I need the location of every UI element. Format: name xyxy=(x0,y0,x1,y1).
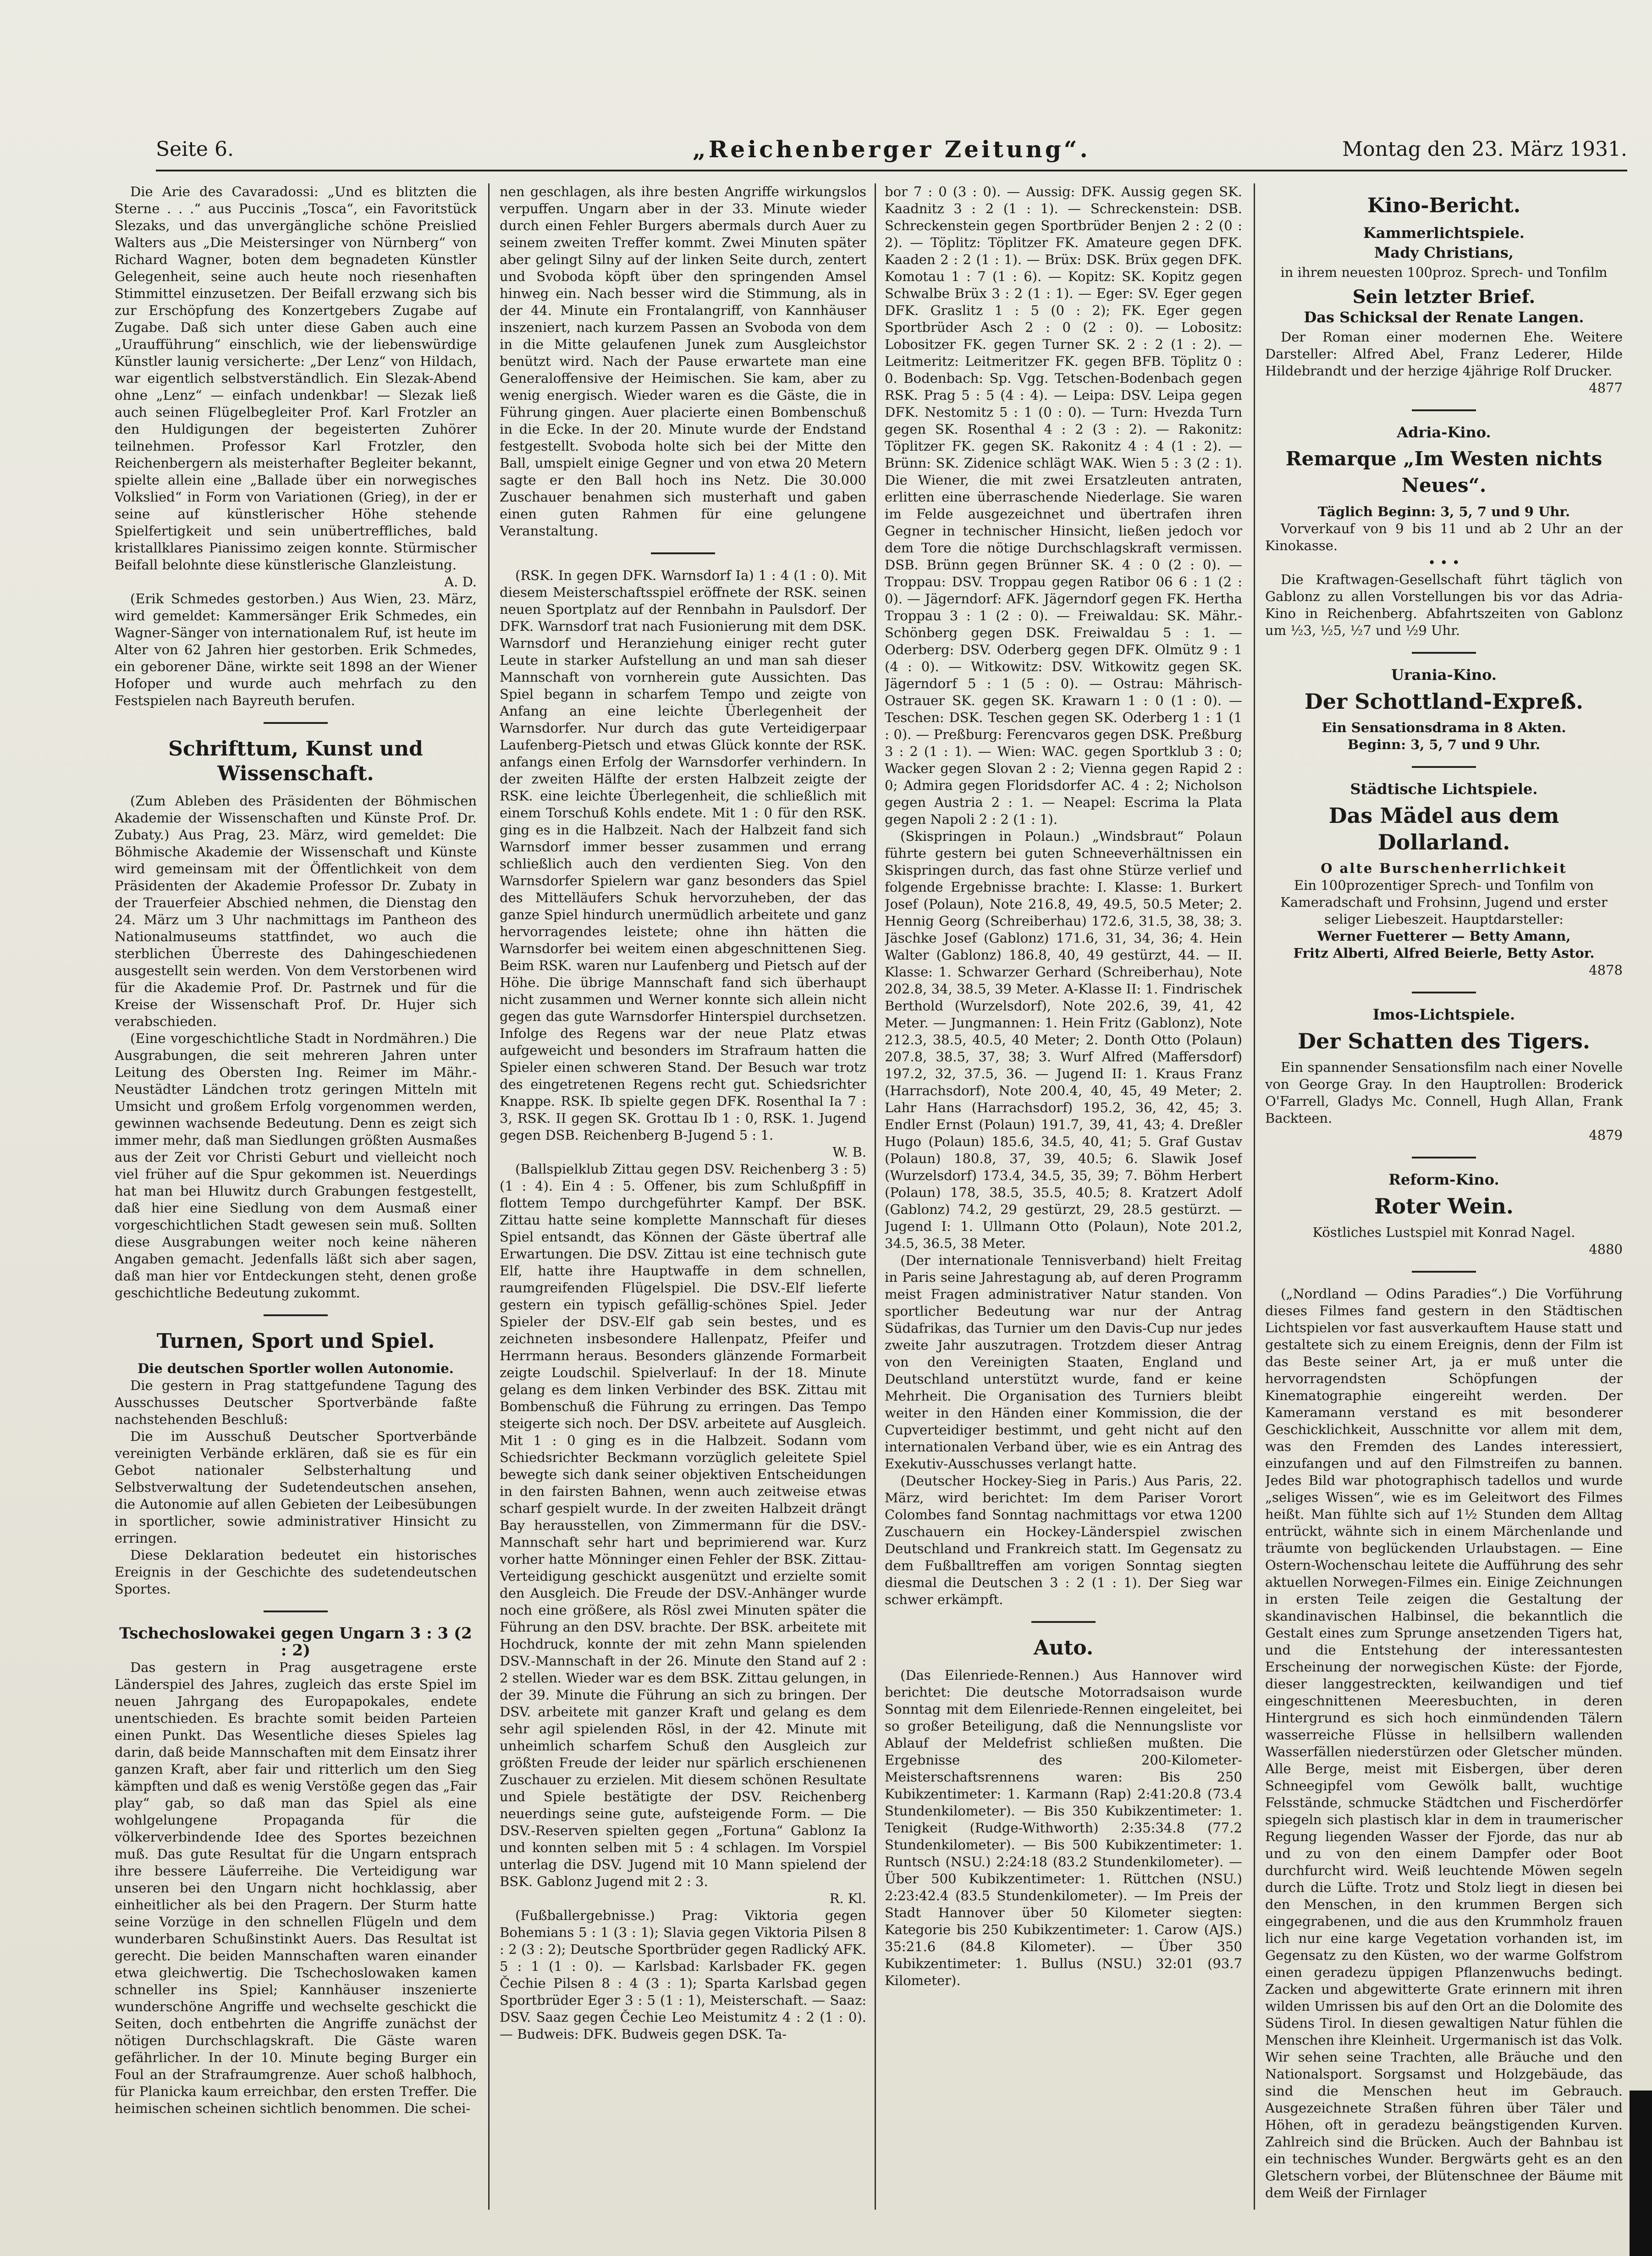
film-actors: Werner Fuetterer — Betty Amann, xyxy=(1317,928,1571,944)
cinema-name: Urania-Kino. xyxy=(1391,666,1497,684)
column-rule xyxy=(875,183,876,2210)
section-heading: Auto. xyxy=(1033,1636,1094,1660)
separator xyxy=(1412,409,1476,411)
article-paragraph: (Zum Ableben des Präsidenten der Böhmischen Akademie der Wissenschaften und Künste Prof. Dr. Zubaty.) Aus Prag, 23. März, wird gemeldet: Die Böhmische Akademie der Wissenschaft und Künste wird gemeinsam mit der Öffentlichkeit von dem Präsidenten der Akademie Professor Dr. Zubaty in der Trauerfeier Abschied nehmen, die Dienstag den 24. März um 3 Uhr nachmittags im Pantheon des Nationalmuseums stattfindet, wo auch die sterblichen Überreste des Dahingeschiedenen ausgestellt sein werden. Von dem Verstorbenen wird für die Akademie Prof. Dr. Pastrnek und für die Kreise der Wissenschaft Prof. Dr. Hujer sich verabschieden. xyxy=(115,793,477,1029)
cinema-star: Mady Christians, xyxy=(1374,244,1514,261)
article-headline: Die deutschen Sportler wollen Autonomie. xyxy=(138,1361,454,1376)
cinema-name: Imos-Lichtspiele. xyxy=(1372,1006,1515,1023)
article-paragraph: Die gestern in Prag stattgefundene Tagung des Ausschusses Deutscher Sportverbände faßte nachstehenden Beschluß: xyxy=(115,1378,477,1427)
ad-code: 4879 xyxy=(1589,1127,1623,1143)
ad-code: 4880 xyxy=(1589,1241,1623,1257)
article-signature: W. B. xyxy=(832,1144,866,1160)
film-actors: Fritz Alberti, Alfred Beierle, Betty Astor. xyxy=(1293,945,1595,961)
ad-code: 4877 xyxy=(1589,380,1623,396)
film-subtitle: Ein Sensationsdrama in 8 Akten. xyxy=(1322,720,1566,735)
film-title: Das Mädel aus dem Dollarland. xyxy=(1328,803,1559,855)
cinema-name: Städtische Lichtspiele. xyxy=(1350,780,1538,798)
separator xyxy=(264,1314,328,1316)
column-1 xyxy=(115,183,477,2201)
issue-date: Montag den 23. März 1931. xyxy=(1342,138,1627,161)
separator xyxy=(1412,652,1476,654)
ornament: • • • xyxy=(1428,555,1460,570)
section-heading: Kino-Bericht. xyxy=(1367,194,1521,217)
article-paragraph: („Nordland — Odins Paradies“.) Die Vorführung dieses Filmes fand gestern in den Städtischen Lichtspielen vor fast ausverkauftem Hause statt und gestaltete sich zu einem Ereignis, denn der Film ist das Beste seiner Art, ja er muß unter die hervorragendsten Schöpfungen der Kinematographie eingereiht werden. Der Kameramann verstand es mit besonderer Geschicklichkeit, Ausschnitte vor allem mit dem, was den Fremden des Landes interessiert, einzufangen und auf den Filmstreifen zu bannen. Jedes Bild war photographisch tadellos und wurde „seliges Wissen“, wie es im Geleitwort des Filmes heißt. Man fühlte sich auf 1½ Stunden dem Alltag entrückt, wähnte sich in einem Märchenlande und träumte von beglückenden Urlaubstagen. — Eine Ostern-Wochenschau leitete die Aufführung des sehr aktuellen Norwegen-Filmes ein. Einige Zeichnungen in ersten Teile zeigen die Gestaltung der skandinavischen Halbinsel, die bekanntlich die Gestalt eines zum Sprunge ansetzenden Tigers hat, und die Entstehung der interessantesten Erscheinung der norwegischen Küste: der Fjorde, dieser langgestreckten, keilwandigen und tief eingeschnittenen Meeresbuchten, in deren Hintergrund es sich hoch einmündenden Tälern wasserreiche Flüsse in hellsilbern wallenden Wasserfällen niederstürzen oder Gletscher münden. Alle Berge, meist mit Eisbergen, über deren Schneegipfel vom Gewölk ballt, wuchtige Felsstände, schmucke Städtchen und Fischerdörfer spiegeln sich plastisch klar in dem in traumerischer Regung liegenden Wasser der Fjorde, das nur ab und zu von den einem Dampfer oder Boot durchfurcht wird. Weiß leuchtende Möwen segeln durch die Lüfte. Trotz und Stolz liegt in diesen bei den Menschen, in den krummen Bergen sich eingegrabenen, und die aus den Krummholz frauen lich nur eine karge Vegetation vorhanden ist, im Gegensatz zu den Küsten, wo der warme Golfstrom einen geradezu üppigen Pflanzenwuchs bedingt. Zacken und abgewitterte Grate erinnern mit ihren wilden Umrissen bis auf den Ort an die Dolomite des Südens Tirol. In diesen gewaltigen Natur fühlen die Menschen ihre Kleinheit. Urgermanisch ist das Volk. Wir sehen seine Trachten, alle Bräuche und den Nationalsport. Sorgsamst und Holzgebäude, das sind die Menschen heut im Gebrauch. Ausgezeichnete Straßen führen über Täler und Höhen, oft in geradezu beängstigenden Kurven. Zahlreich sind die Brücken. Auch der Bahnbau ist ein technisches Wunder. Bergwärts geht es an den Gletschern vorbei, der Blütenschnee der Bäume mit dem Weiß der Firnlager xyxy=(1265,1286,1623,2201)
article-paragraph: nen geschlagen, als ihre besten Angriffe wirkungslos verpuffen. Ungarn aber in der 33. Minute wieder durch einen Fehler Burgers abermals durch Auer zu seinem zweiten Treffer kommt. Zwei Minuten später aber gelingt Silny auf der linken Seite durch, zentert und Svoboda köpft über den springenden Amsel hinweg ein. Nach besser wird die Stimmung, als in der 44. Minute ein Frontalangriff, von Kannhäuser inszeniert, nach kurzem Passen an Svoboda von dem in die Mitte gelaufenen Junek zum Ausgleichstor benützt wird. Nach der Pause erwartete man eine Generaloffensive der Heimischen. Sie kam, aber zu wenig energisch. Wieder waren es die Gäste, die in Führung gingen. Auer placierte einen Bombenschuß in die Ecke. In der 20. Minute wurde der Endstand festgestellt. Svoboda holte sich bei der Mitte den Ball, umspielt einige Gegner und von etwa 20 Metern sagte er den Ball hoch ins Netz. Die 30.000 Zuschauer benahmen sich musterhaft und gaben einen guten Rahmen für eine gelungene Veranstaltung. xyxy=(500,184,866,539)
column-3 xyxy=(885,183,1242,2201)
article-paragraph: (Skispringen in Polaun.) „Windsbraut“ Polaun führte gestern bei guten Schneeverhältnissen ein Skispringen durch, das fast ohne Stürze verlief und folgende Ergebnisse brachte: I. Klasse: 1. Burkert Josef (Polaun), Note 216.8, 49, 49.5, 50.5 Meter; 2. Hennig Georg (Schreiberhau) 172.6, 31.5, 38, 38; 3. Jäschke Josef (Gablonz) 171.6, 31, 34, 36; 4. Hein Walter (Gablonz) 186.8, 40, 49 gestürzt, 44. — II. Klasse: 1. Schwarzer Gerhard (Schreiberhau), Note 202.8, 34, 38.5, 39 Meter. A-Klasse II: 1. Findrischek Berthold (Wurzelsdorf), Note 202.6, 39, 41, 42 Meter. — Jungmannen: 1. Hein Fritz (Gablonz), Note 212.3, 38.5, 40.5, 40 Meter; 2. Donth Otto (Polaun) 207.8, 38.5, 37, 38; 3. Wurf Alfred (Maffersdorf) 197.2, 32, 37.5, 36. — Jugend II: 1. Kraus Franz (Harrachsdorf), Note 200.4, 40, 45, 49 Meter; 2. Lahr Hans (Harrachsdorf) 195.2, 36, 42, 45; 3. Endler Ernst (Polaun) 191.7, 39, 41, 43; 4. Dreßler Hugo (Polaun) 185.6, 34.5, 40, 41; 5. Graf Gustav (Polaun) 180.8, 37, 39, 40.5; 6. Slawik Josef (Wurzelsdorf) 173.4, 34.5, 35, 39; 7. Böhm Herbert (Polaun) 178, 38.5, 35.5, 40.5; 8. Kratzert Adolf (Gablonz) 74.2, 29 gestürzt, 29, 28.5 gestürzt. — Jugend I: 1. Ullmann Otto (Polaun), Note 201.2, 34.5, 36.5, 38 Meter. xyxy=(885,828,1242,1251)
cinema-name: Adria-Kino. xyxy=(1397,424,1491,441)
separator xyxy=(1412,1271,1476,1273)
cinema-times: Beginn: 3, 5, 7 und 9 Uhr. xyxy=(1347,737,1541,752)
separator xyxy=(651,552,715,554)
article-paragraph: (Fußballergebnisse.) Prag: Viktoria gegen Bohemians 5 : 1 (3 : 1); Slavia gegen Viktoria Pilsen 8 : 2 (3 : 2); Deutsche Sportbrüder gegen Radlický AFK. 5 : 1 (1 : 0). — Karlsbad: Karlsbader FK. gegen Čechie Pilsen 8 : 4 (3 : 1); Sparta Karlsbad gegen Sportbrüder Eger 3 : 5 (1 : 1), Meisterschaft. — Saaz: DSV. Saaz gegen Čechie Leo Meistumitz 4 : 2 (1 : 0). — Budweis: DFK. Budweis gegen DSK. Ta- xyxy=(500,1908,866,2042)
ad-code: 4878 xyxy=(1589,962,1623,978)
separator xyxy=(264,722,328,724)
cinema-intro: in ihrem neuesten 100proz. Sprech- und Tonfilm xyxy=(1280,265,1608,280)
film-title: Remarque „Im Westen nichts Neues“. xyxy=(1285,447,1602,496)
article-paragraph: (Der internationale Tennisverband) hielt Freitag in Paris seine Jahrestagung ab, auf deren Programm meist Fragen administrativer Natur standen. Von sportlicher Bedeutung war nur der Antrag Südafrikas, das Turnier um den Davis-Cup nur jedes zweite Jahr auszutragen. Trotzdem dieser Antrag von den Vereinigten Staaten, England und Deutschland unterstützt wurde, fand er keine Mehrheit. Die Organisation des Turniers bleibt weiter in den Händen einer Kommission, die der Cupverteidiger bestimmt, und geht nicht auf den internationalen Verband über, wie es ein Antrag des Exekutiv-Ausschusses verlangt hatte. xyxy=(885,1252,1242,1472)
article-paragraph: Diese Deklaration bedeutet ein historisches Ereignis in der Geschichte des sudetendeutschen Sportes. xyxy=(115,1547,477,1597)
article-paragraph: Das gestern in Prag ausgetragene erste Länderspiel des Jahres, zugleich das erste Spiel im neuen Jahrgang des Europapokales, endete unentschieden. Es brachte somit beiden Parteien einen Punkt. Das Wesentliche dieses Spieles lag darin, daß beide Mannschaften mit dem Einsatz ihrer ganzen Kraft, aber fair und ritterlich um den Sieg kämpften und daß es wenig Verstöße gegen das „Fair play“ gab, so daß man das Spiel als eine wohlgelungene Propaganda für die völkerverbindende Idee des Sportes bezeichnen muß. Das gute Resultat für die Ungarn entsprach ihre bessere Läuferreihe. Die Verteidigung war unseren bei den Ungarn nicht hochklassig, aber einheitlicher als bei den Pragern. Der Sturm hatte seine Vorzüge in den schnellen Flügeln und dem wunderbaren Schußinstinkt Auers. Das Resultat ist gerecht. Die beiden Mannschaften waren einander etwa gleichwertig. Die Tschechoslowaken kamen schneller ins Spiel; Kannhäuser inszenierte wunderschöne Angriffe und wechselte geschickt die Seiten, doch entbehrten die Angriffe zunächst der nötigen Durchschlagskraft. Die Gäste waren gefährlicher. In der 10. Minute beging Burger ein Foul an der Strafraumgrenze. Auer schoß halbhoch, für Planicka kaum erreichbar, den ersten Treffer. Die heimischen scheinen sichtlich benommen. Die schei- xyxy=(115,1660,477,2116)
separator xyxy=(1031,1621,1096,1623)
cinema-text: Der Roman einer modernen Ehe. Weitere Darsteller: Alfred Abel, Franz Lederer, Hilde Hildebrandt und der herzige 4jährige Rolf Drucker. xyxy=(1265,329,1623,379)
page-edge-mark xyxy=(1630,2091,1652,2256)
section-heading: Turnen, Sport und Spiel. xyxy=(156,1329,435,1353)
article-signature: R. Kl. xyxy=(829,1891,866,1906)
article-paragraph: Die Arie des Cavaradossi: „Und es blitzten die Sterne . . .“ aus Puccinis „Tosca“, ein Favoritstück Slezaks, und das unvergängliche schöne Preislied Walters aus „Die Meistersinger von Nürnberg“ von Richard Wagner, boten dem begnadeten Künstler Gelegenheit, seine auch heute noch riesenhaften Stimmittel einzusetzen. Der Beifall erzwang sich bis zur Erschöpfung des Konzertgebers Zugabe auf Zugabe. Daß sich unter diese Gaben auch eine „Uraufführung“ einschlich, wie der liebenswürdige Künstler launig versicherte: „Der Lenz“ von Hildach, war eigentlich selbstverständlich. Ein Slezak-Abend ohne „Lenz“ — einfach undenkbar! — Slezak ließ auch seinen Flügelbegleiter Prof. Karl Frotzler an den Huldigungen der begeisterten Zuhörer teilnehmen. Professor Karl Frotzler, den Reichenbergern als meisterhafter Begleiter bekannt, spielte allein eine „Ballade über ein norwegisches Volkslied“ in Form von Variationen (Grieg), in der er seine auf künstlerischer Höhe stehende Spielfertigkeit und sein unübertreffliches, bald kristallklares Pianissimo zeigen konnte. Stürmischer Beifall belohnte diese künstlerische Glanzleistung. xyxy=(115,184,477,573)
article-paragraph: (Erik Schmedes gestorben.) Aus Wien, 23. März, wird gemeldet: Kammersänger Erik Schmedes, ein Wagner-Sänger von internationalem Ruf, ist heute im Alter von 62 Jahren hier gestorben. Erik Schmedes, ein geborener Däne, wirkte seit 1898 an der Wiener Hofoper und wurde auch mehrfach zu den Festspielen nach Bayreuth berufen. xyxy=(115,591,477,708)
film-title: Roter Wein. xyxy=(1374,1194,1514,1219)
page-number: Seite 6. xyxy=(156,138,234,161)
page-header xyxy=(156,133,1627,171)
cinema-times: Täglich Beginn: 3, 5, 7 und 9 Uhr. xyxy=(1317,504,1570,519)
cinema-text: Ein spannender Sensationsfilm nach einer Novelle von George Gray. In den Hauptrollen: Broderick O'Farrell, Gladys Mc. Connell, Hugh Allan, Frank Backteen. xyxy=(1265,1059,1623,1126)
newspaper-title: „Reichenberger Zeitung“. xyxy=(693,136,1090,163)
article-paragraph: Die im Ausschuß Deutscher Sportverbände vereinigten Verbände erklären, daß sie es für ein Gebot nationaler Selbsterhaltung und Selbstverwaltung der Sudetendeutschen ansehen, die Autonomie auf allen Gebieten der Leibesübungen in sportlicher, sowie administrativer Hinsicht zu erringen. xyxy=(115,1429,477,1546)
cinema-text: Ein 100prozentiger Sprech- und Tonfilm von Kameradschaft und Frohsinn, Jugend und erster seliger Liebeszeit. Hauptdarsteller: xyxy=(1280,877,1608,927)
separator xyxy=(1412,1157,1476,1158)
column-2 xyxy=(500,183,866,2201)
separator xyxy=(264,1611,328,1612)
column-4 xyxy=(1265,183,1623,2201)
cinema-text: Köstliches Lustspiel mit Konrad Nagel. xyxy=(1312,1225,1575,1240)
cinema-text: Die Kraftwagen-Gesellschaft führt täglich von Gablonz zu allen Vorstellungen bis vor das Adria-Kino in Reichenberg. Abfahrtszeiten von Gablonz um ½3, ½5, ½7 und ½9 Uhr. xyxy=(1265,572,1623,638)
cinema-name: Reform-Kino. xyxy=(1388,1171,1499,1188)
section-heading: Schrifttum, Kunst und Wissenschaft. xyxy=(168,737,423,785)
film-title: Sein letzter Brief. xyxy=(1352,286,1536,308)
article-paragraph: (Eine vorgeschichtliche Stadt in Nordmähren.) Die Ausgrabungen, die seit mehreren Jahren unter Leitung des Obersten Ing. Reimer im Mähr.-Neustädter Ländchen trotz geringen Mitteln mit Umsicht und großem Erfolg vorgenommen werden, gewinnen wachsende Bedeutung. Denn es zeigt sich immer mehr, daß man Siedlungen größten Ausmaßes aus der Zeit vor Christi Geburt und vielleicht noch viel früher auf die Spur gekommen ist. Neuerdings hat man bei Hluwitz durch Grabungen festgestellt, daß hier eine Siedlung von dem Ausmaß einer vorgeschichtlichen Stadt gewesen sein muß. Sollten diese Ausgrabungen weiter noch keine näheren Angaben gemacht. Jedenfalls läßt sich aber sagen, daß man hier vor Entdeckungen steht, denen große geschichtliche Bedeutung zukommt. xyxy=(115,1031,477,1301)
cinema-name: Kammerlichtspiele. xyxy=(1363,224,1525,242)
article-signature: A. D. xyxy=(444,574,477,590)
article-paragraph: (Ballspielklub Zittau gegen DSV. Reichenberg 3 : 5) (1 : 4). Ein 4 : 5. Offener, bis zum Schlußpfiff in flottem Tempo durchgeführter Kampf. Der BSK. Zittau hatte seine komplette Mannschaft für dieses Spiel entsandt, das Können der Gäste übertraf alle Erwartungen. Die DSV. Zittau ist eine technisch gute Elf, hatte ihre Hauptwaffe in dem schnellen, raumgreifenden Flügelspiel. Die DSV.-Elf lieferte gestern ein typisch gefällig-schönes Spiel. Jeder Spieler der DSV.-Elf gab sein bestes, und es zeichneten insbesondere Hallenpatz, Pfeifer und Herrmann heraus. Besonders glänzende Formarbeit zeigte Loudschil. Spielverlauf: In der 18. Minute gelang es dem linken Verbinder des BSK. Zittau mit Bombenschuß die Führung zu erringen. Das Tempo steigerte sich noch. Der DSV. arbeitete auf Ausgleich. Mit 1 : 0 ging es in die Halbzeit. Sodann vom Schiedsrichter Beckmann vorzüglich geleitete Spiel bewegte sich dank seiner objektiven Entscheidungen in den fairsten Bahnen, wenn auch zeitweise etwas scharf gespielt wurde. In der zweiten Halbzeit drängt Bay herausstellen, von Zimmermann für die DSV.-Mannschaft sehr hart und beprimierend war. Kurz vorher hatte Mönninger einen Fehler der BSK. Zittau-Verteidigung geschickt ausgenützt und erzielte somit den Ausgleich. Die Freude der DSV.-Anhänger wurde noch eine größere, als Rösl zwei Minuten später die Führung an den DSV. brachte. Der BSK. arbeitete mit Hochdruck, konnte der mit zehn Mann spielenden DSV.-Mannschaft in der 26. Minute den Stand auf 2 : 2 stellen. Wieder war es dem BSK. Zittau gelungen, in der 39. Minute die Führung an sich zu bringen. Der DSV. arbeitete mit ganzer Kraft und gelang es dem sehr agil spielenden Rösl, in der 42. Minute mit unheimlich scharfem Schuß den Ausgleich zur größten Freude der leider nur spärlich erschienenen Zuschauer zu erzielen. Mit diesem schönen Resultate und Spiele bestätigte der DSV. Reichenberg neuerdings seine gute, aufsteigende Form. — Die DSV.-Reserven spielten gegen „Fortuna“ Gablonz Ia und konnten selben mit 5 : 4 schlagen. Im Vorspiel unterlag die DSV. Jugend mit 10 Mann spielend der BSK. Gablonz Jugend mit 2 : 3. xyxy=(500,1161,866,1889)
film-subtitle: O alte Burschenherrlichkeit xyxy=(1321,860,1567,876)
film-title: Der Schottland-Expreß. xyxy=(1304,689,1584,714)
column-rule xyxy=(1254,183,1255,2210)
article-paragraph: (Deutscher Hockey-Sieg in Paris.) Aus Paris, 22. März, wird berichtet: Im dem Pariser Vorort Colombes fand Sonntag nachmittags vor etwa 1200 Zuschauern ein Hockey-Länderspiel zwischen Deutschland und Frankreich statt. Im Gegensatz zu dem Fußballtreffen am vorigen Sonntag siegten diesmal die Deutschen 3 : 2 (1 : 1). Der Sieg war schwer erkämpft. xyxy=(885,1473,1242,1607)
article-headline: Tschechoslowakei gegen Ungarn 3 : 3 (2 : 2) xyxy=(119,1624,472,1660)
film-subtitle: Das Schicksal der Renate Langen. xyxy=(1304,309,1584,326)
article-paragraph: (Das Eilenriede-Rennen.) Aus Hannover wird berichtet: Die deutsche Motorradsaison wurde Sonntag mit dem Eilenriede-Rennen eingeleitet, bei so großer Beteiligung, daß die Nennungsliste vor Ablauf der Meldefrist schließen mußten. Die Ergebnisse des 200-Kilometer-Meisterschaftsrennens waren: Bis 250 Kubikzentimeter: 1. Karmann (Rap) 2:41:20.8 (73.4 Stundenkilometer). — Bis 350 Kubikzentimeter: 1. Tenigkeit (Rudge-Withworth) 2:35:34.8 (77.2 Stundenkilometer). — Bis 500 Kubikzentimeter: 1. Runtsch (NSU.) 2:24:18 (83.2 Stundenkilometer). — Über 500 Kubikzentimeter: 1. Rüttchen (NSU.) 2:23:42.4 (83.5 Stundenkilometer). — Im Preis der Stadt Hannover über 50 Kilometer siegten: Kategorie bis 250 Kubikzentimeter: 1. Carow (AJS.) 35:21.6 (84.8 Kilometer). — Über 350 Kubikzentimeter: 1. Bullus (NSU.) 32:01 (93.7 Kilometer). xyxy=(885,1667,1242,1988)
separator xyxy=(1412,992,1476,993)
film-title: Der Schatten des Tigers. xyxy=(1298,1029,1590,1054)
article-paragraph: bor 7 : 0 (3 : 0). — Aussig: DFK. Aussig gegen SK. Kaadnitz 3 : 2 (1 : 1). — Schreckenstein: DSB. Schreckenstein gegen Sportbrüder Benjen 2 : 2 (0 : 2). — Töplitz: Töplitzer FK. Amateure gegen DFK. Kaaden 2 : 2 (1 : 1). — Brüx: DSK. Brüx gegen DFK. Komotau 1 : 7 (1 : 6). — Kopitz: SK. Kopitz gegen Schwalbe Brüx 3 : 2 (1 : 1). — Eger: SV. Eger gegen DFK. Graslitz 1 : 5 (0 : 2); FK. Eger gegen Sportbrüder Asch 2 : 0 (2 : 0). — Lobositz: Lobositzer FK. gegen Turner SK. 2 : 2 (1 : 2). — Leitmeritz: Leitmeritzer FK. gegen BFB. Töplitz 0 : 0. Bodenbach: Sp. Vgg. Tetschen-Bodenbach gegen RSK. Prag 5 : 5 (4 : 4). — Leipa: DSV. Leipa gegen DFK. Nestomitz 5 : 1 (0 : 0). — Turn: Hvezda Turn gegen SK. Rosenthal 4 : 2 (3 : 2). — Rakonitz: Töplitzer FK. gegen SK. Rakonitz 4 : 4 (1 : 2). — Brünn: SK. Zidenice schlägt WAK. Wien 5 : 3 (2 : 1). Die Wiener, die mit zwei Ersatzleuten antraten, erlitten eine überraschende Niederlage. Sie waren im Felde ausgezeichnet und übertrafen ihren Gegner in technischer Hinsicht, ließen jedoch vor dem Tore die nötige Durchschlagskraft vermissen. DSB. Brünn gegen Brünner SK. 4 : 0 (2 : 0). — Troppau: DSV. Troppau gegen Ratibor 06 6 : 1 (2 : 0). — Jägerndorf: AFK. Jägerndorf gegen FK. Hertha Troppau 3 : 1 (2 : 0). — Freiwaldau: SK. Mähr.-Schönberg gegen DSK. Freiwaldau 5 : 1. — Oderberg: DSV. Oderberg gegen DFK. Olmütz 9 : 1 (4 : 0). — Witkowitz: DSV. Witkowitz gegen SK. Jägerndorf 5 : 1 (5 : 0). — Ostrau: Mährisch-Ostrauer SK. gegen SK. Krawarn 1 : 0 (1 : 0). — Teschen: DSK. Teschen gegen SK. Oderberg 1 : 1 (1 : 0). — Preßburg: Ferencvaros gegen DSK. Preßburg 3 : 2 (1 : 1). — Wien: WAC. gegen Sportklub 3 : 0; Wacker gegen Slovan 2 : 2; Vienna gegen Rapid 2 : 0; Admira gegen Floridsdorfer AC. 4 : 2; Nicholson gegen Austria 2 : 1. — Neapel: Escrima la Plata gegen Napoli 2 : 2 (1 : 1). xyxy=(885,184,1242,827)
column-rule xyxy=(488,183,490,2210)
article-paragraph: (RSK. In gegen DFK. Warnsdorf Ia) 1 : 4 (1 : 0). Mit diesem Meisterschaftsspiel eröffnete der RSK. seinen neuen Sportplatz auf der Rennbahn in Paulsdorf. Der DFK. Warnsdorf trat nach Fusionierung mit dem DSK. Warnsdorf und Heranziehung einiger recht guter Leute in starker Aufstellung an und man sah dieser Mannschaft von vornherein gute Aussichten. Das Spiel begann in scharfem Tempo und zeigte von Anfang an eine leichte Überlegenheit der Warnsdorfer. Nur durch das gute Verteidigerpaar Laufenberg-Pietsch und etwas Glück konnte der RSK. anfangs einen Erfolg der Warnsdorfer verhindern. In der zweiten Hälfte der ersten Halbzeit zeigte der RSK. eine leichte Überlegenheit, die schließlich mit einem Torschuß Kohls endete. Mit 1 : 0 für den RSK. ging es in die Halbzeit. Nach der Halbzeit fand sich Warnsdorf immer besser zusammen und errang schließlich auch den verdienten Sieg. Von den Warnsdorfer Spielern war ganz besonders das Spiel des Mittelläufers Schuk hervorzuheben, der das ganze Spiel hindurch unermüdlich arbeitete und ganz hervorragendes leistete; ohne ihn hätten die Warnsdorfer bei weitem einen abgeschnittenen Sieg. Beim RSK. waren nur Laufenberg und Pietsch auf der Höhe. Die übrige Mannschaft fand sich überhaupt nicht zusammen und Werner konnte sich allein nicht gegen das gute Warnsdorfer Hinterspiel durchsetzen. Infolge des Regens war der neue Platz etwas aufgeweicht und besonders im Strafraum hatten die Spieler einen schweren Stand. Der Besuch war trotz des eingetretenen Regens recht gut. Schiedsrichter Knappe. RSK. Ib spielte gegen DFK. Rosenthal Ia 7 : 3, RSK. II gegen SK. Grottau Ib 1 : 0, RSK. 1. Jugend gegen DSB. Reichenberg B-Jugend 5 : 1. xyxy=(500,568,866,1143)
separator xyxy=(1412,766,1476,768)
cinema-text: Vorverkauf von 9 bis 11 und ab 2 Uhr an der Kinokasse. xyxy=(1265,521,1623,553)
